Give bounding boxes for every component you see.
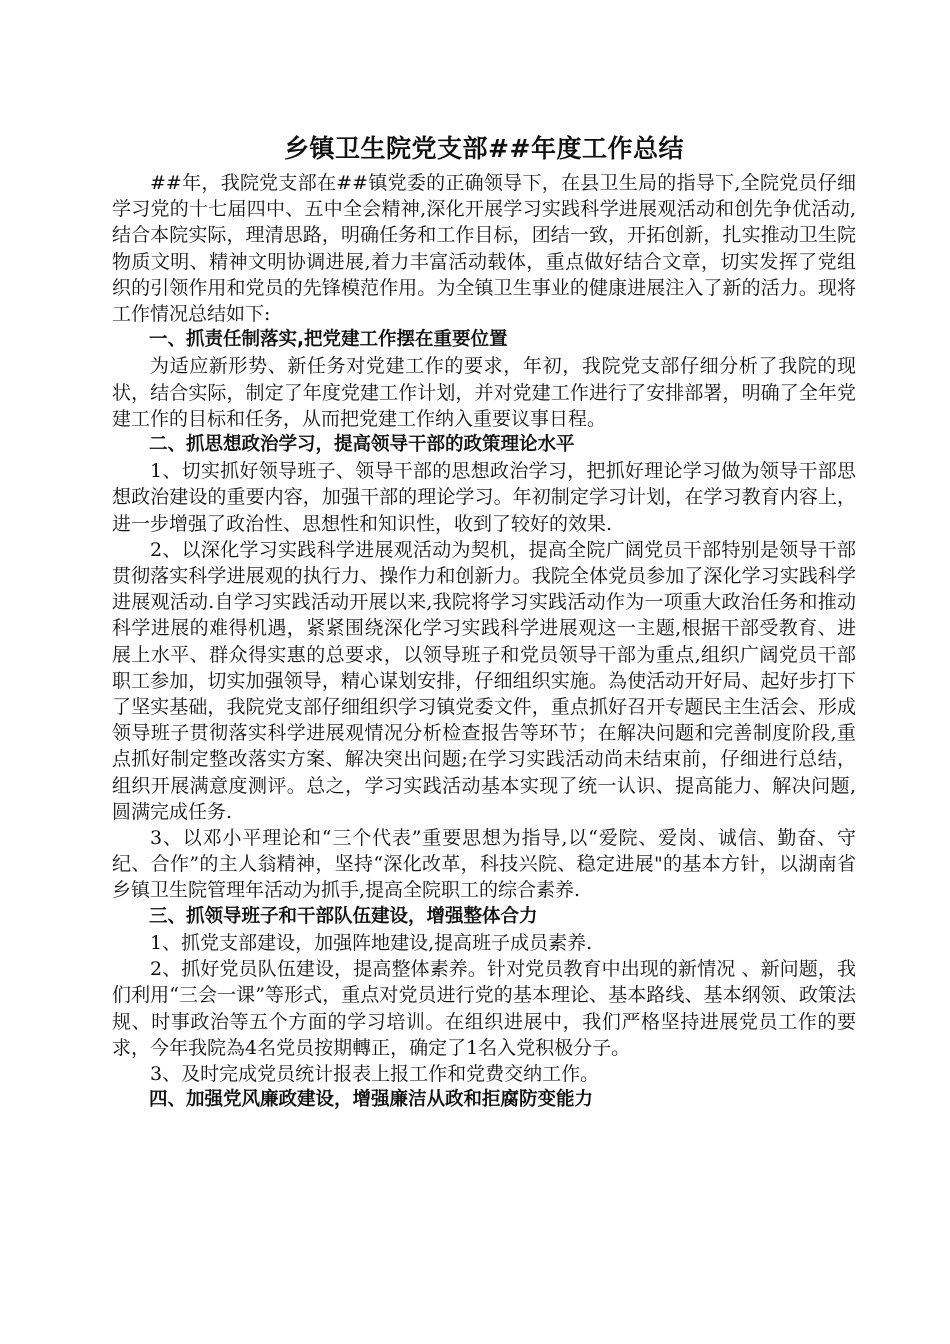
document-body bbox=[112, 170, 856, 1113]
section-heading: 三、抓领导班子和干部队伍建设，增强整体合力 bbox=[149, 905, 538, 927]
body-paragraph: ##年，我院党支部在##镇党委的正确领导下，在县卫生局的指导下,全院党员仔细学习党的十七届四中、五中全会精神,深化开展学习实践科学进展观活动和创先争优活动,结合本院实际，理清思路，明确任务和工作目标，团结一致，开拓创新，扎实推动卫生院物质文明、精神文明协调进展,着力丰富活动载体，重点做好结合文章，切实发挥了党组织的引领作用和党员的先锋模范作用。为全镇卫生事业的健康进展注入了新的活力。现将工作情况总结如下: bbox=[112, 172, 856, 326]
body-paragraph: 3、以邓小平理论和“三个代表”重要思想为指导,以“爱院、爱岗、诚信、勤奋、守纪、合作”的主人翁精神，坚持“深化改革，科技兴院、稳定进展"的基本方针，以湖南省乡镇卫生院管理年活动为抓手,提高全院职工的综合素养. bbox=[112, 827, 856, 902]
document-title: 乡镇卫生院党支部##年度工作总结 bbox=[284, 134, 684, 163]
section-heading: 二、抓思想政治学习，提高领导干部的政策理论水平 bbox=[149, 434, 575, 456]
body-paragraph: 2、抓好党员队伍建设，提高整体素养。针对党员教育中出现的新情况 、新问题，我们利用“三会一课”等形式，重点对党员进行党的基本理论、基本路线、基本纲领、政策法规、时事政治等五个方面的学习培训。在组织进展中，我们严格坚持进展党员工作的要求，今年我院為4名党员按期轉正，确定了1名入党积极分子。 bbox=[112, 958, 856, 1059]
body-paragraph: 2、以深化学习实践科学进展观活动为契机，提高全院广阔党员干部特别是领导干部贯彻落实科学进展观的执行力、操作力和创新力。我院全体党员参加了深化学习实践科学进展观活动.自学习实践活动开展以来,我院将学习实践活动作为一项重大政治任务和推动科学进展的难得机遇，紧紧围绕深化学习实践科学进展观这一主题,根据干部受教育、进展上水平、群众得实惠的总要求，以领导班子和党员领导干部为重点,组织广阔党员干部职工参加，切实加强领导，精心谋划安排，仔细组织实施。為使活动开好局、起好步打下了坚实基础，我院党支部仔细组织学习镇党委文件，重点抓好召开专题民主生活会、形成领导班子贯彻落实科学进展观情况分析检查报告等环节；在解决问题和完善制度阶段,重点抓好制定整改落实方案、解决突出问题;在学习实践活动尚未结束前，仔细进行总结，组织开展满意度测评。总之，学习实践活动基本实现了统一认识、提高能力、解决问题,圆满完成任务. bbox=[112, 538, 856, 823]
section-heading: 四、加强党风廉政建设，增强廉洁从政和拒腐防变能力 bbox=[149, 1089, 594, 1111]
body-paragraph: 为适应新形势、新任务对党建工作的要求，年初，我院党支部仔细分析了我院的现状，结合实际，制定了年度党建工作计划，并对党建工作进行了安排部署，明确了全年党建工作的目标和任务，从而把党建工作纳入重要议事日程。 bbox=[112, 355, 856, 430]
body-paragraph: 1、抓党支部建设，加强阵地建设,提高班子成员素养. bbox=[150, 931, 593, 954]
body-paragraph: 1、切实抓好领导班子、领导干部的思想政治学习，把抓好理论学习做为领导干部思想政治建设的重要内容，加强干部的理论学习。年初制定学习计划，在学习教育内容上，进一步增强了政治性、思想性和知识性，收到了较好的效果. bbox=[112, 460, 856, 535]
section-heading: 一、抓责任制落实,把党建工作摆在重要位置 bbox=[149, 329, 508, 351]
document-page bbox=[112, 132, 856, 1113]
body-paragraph: 3、及时完成党员统计报表上报工作和党费交纳工作。 bbox=[150, 1062, 600, 1085]
